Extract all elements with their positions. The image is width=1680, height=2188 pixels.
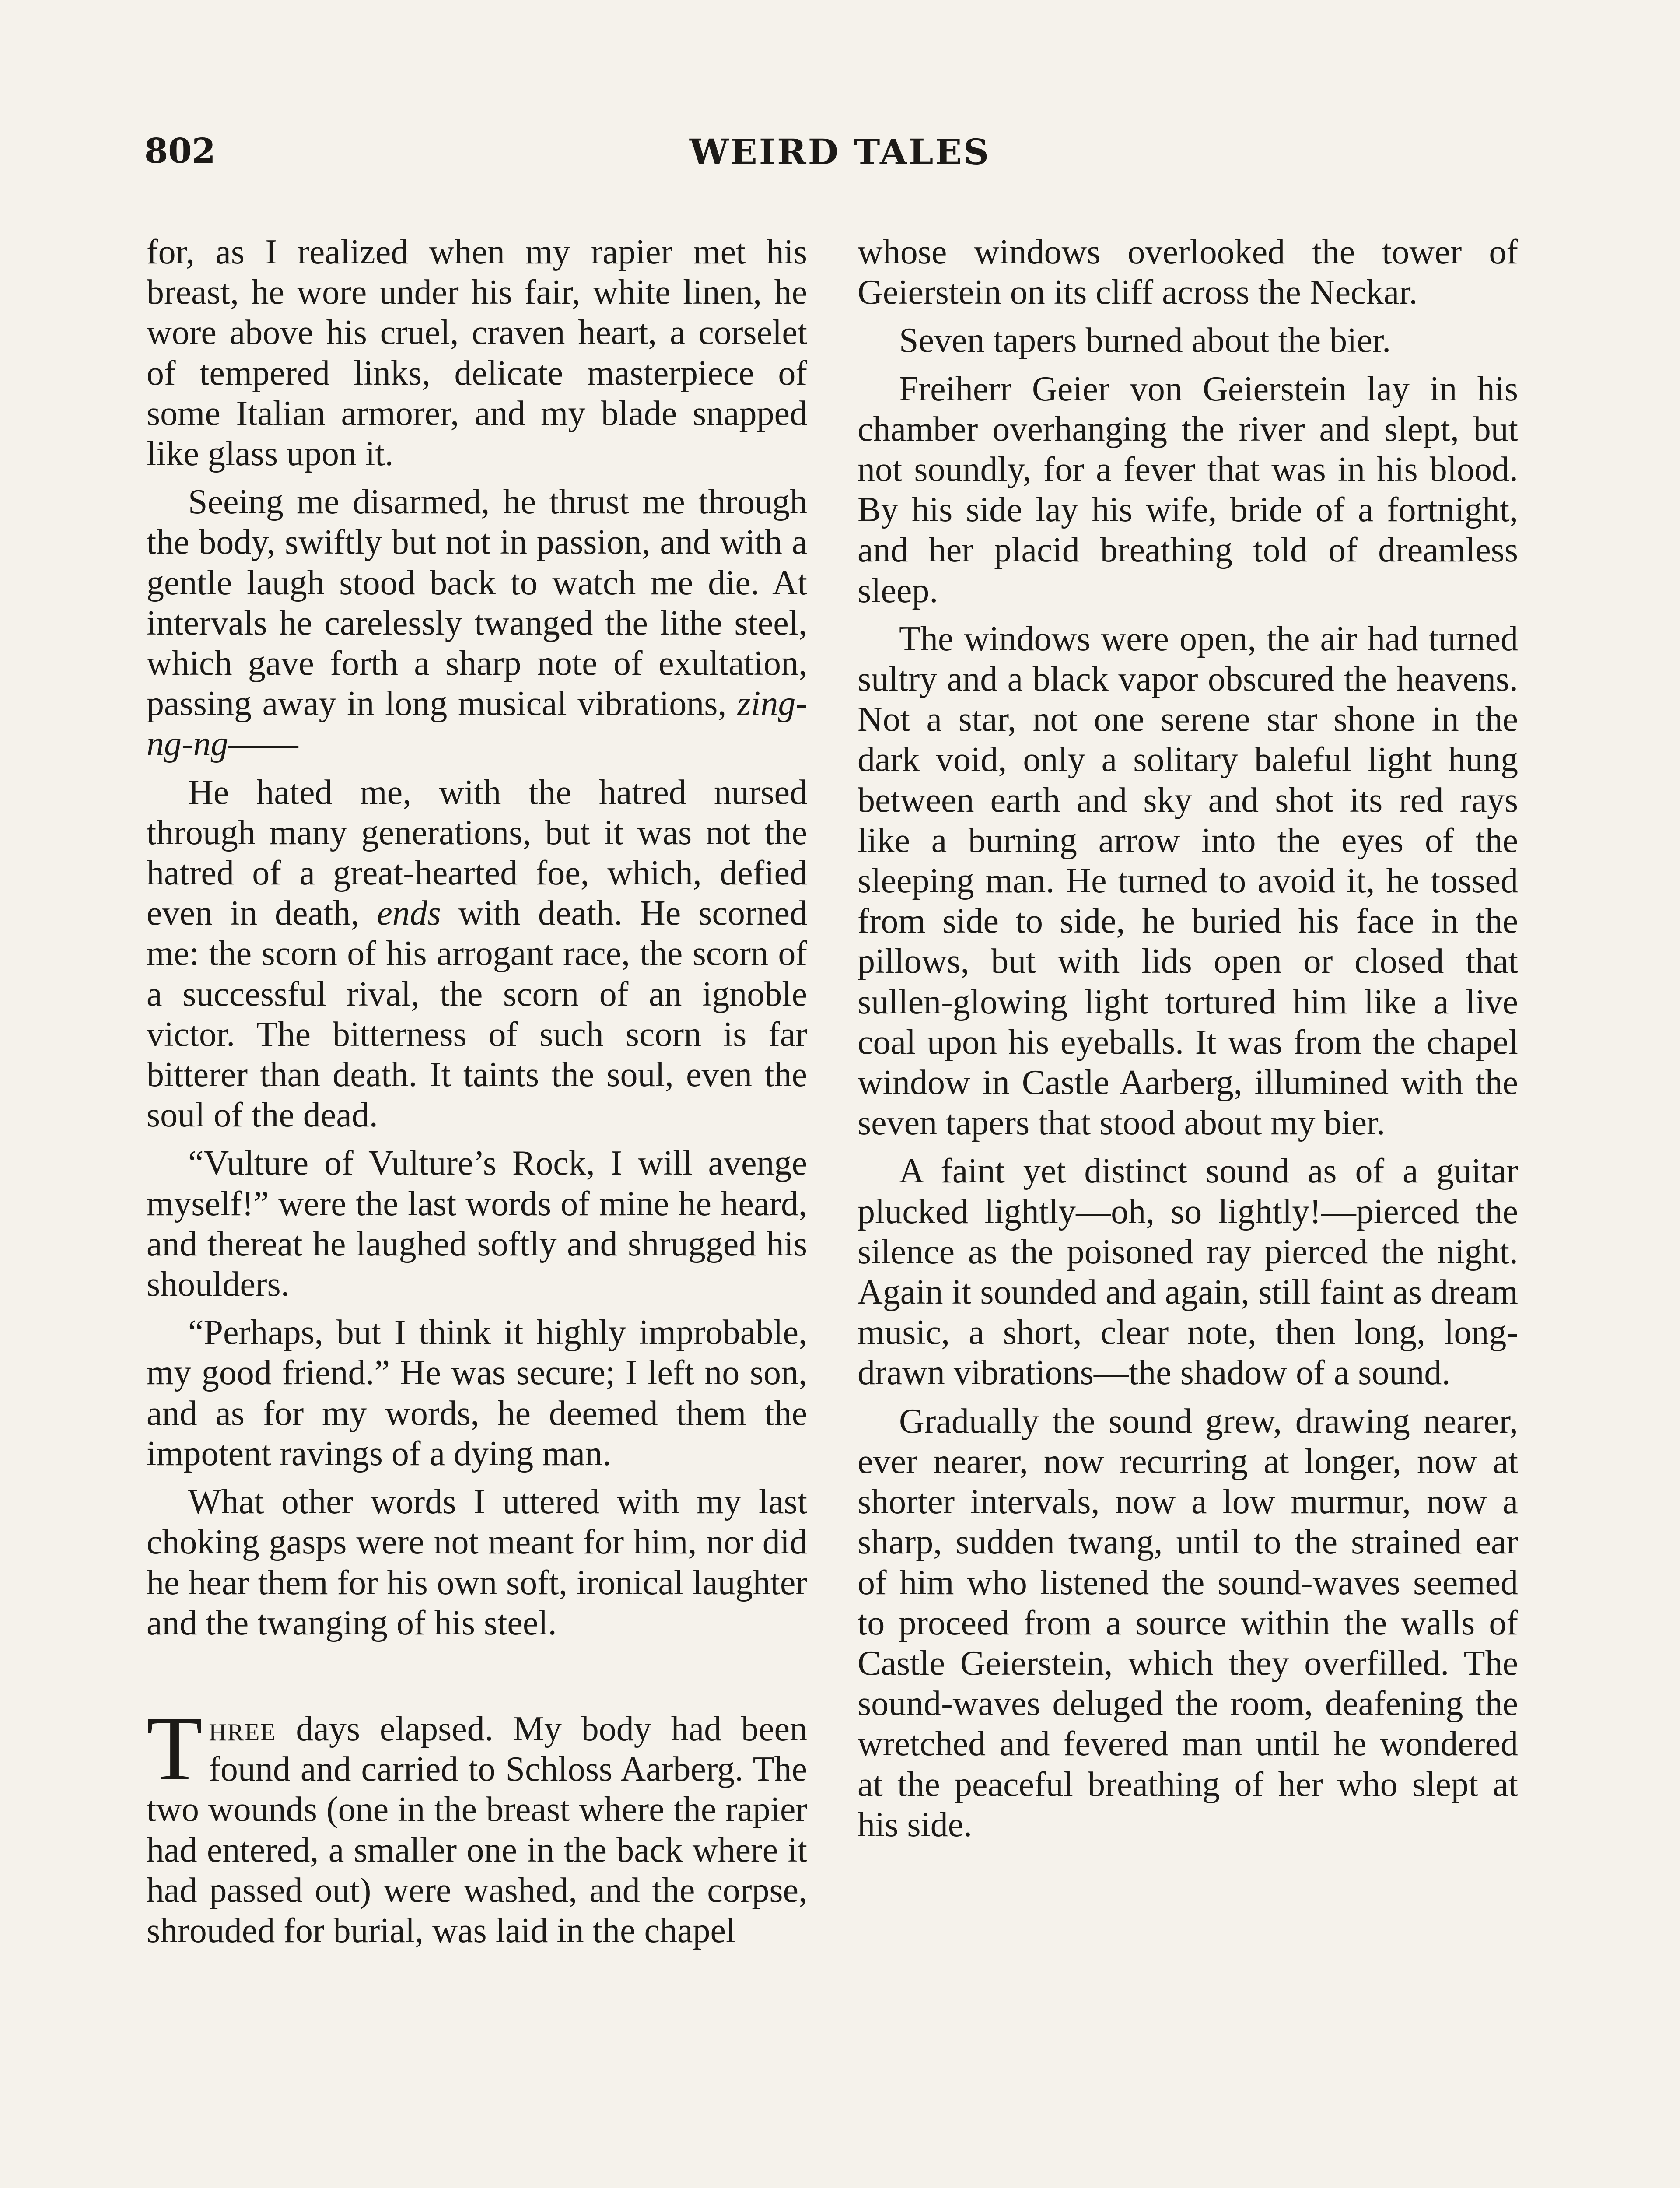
page-header — [144, 131, 1536, 193]
running-head: WEIRD TALES — [689, 131, 991, 172]
paragraph: The windows were open, the air had turned sultry and a black vapor obscured the heavens. Not a star, not one serene star shone in the dark void, only a solitary baleful light hung between earth and sky and shot its red rays like a burning arrow into the eyes of the sleeping man. He turned to avoid it, he tossed from side to side, he buried his face in the pillows, but with lids open or closed that sullen-glowing light tortured him like a live coal upon his eyeballs. It was from the chapel window in Castle Aarberg, illumined with the seven tapers that stood about my bier. — [858, 619, 1518, 1143]
drop-cap: T — [147, 1697, 203, 1799]
left-column — [147, 232, 807, 1959]
paragraph: “Perhaps, but I think it highly improbable, my good friend.” He was secure; I left no son, and as for my words, he deemed them the impotent ravings of a dying man. — [147, 1313, 807, 1473]
section-opening-paragraph — [147, 1697, 807, 1951]
paragraph — [147, 482, 807, 764]
paragraph-text: with death. He scorned me: the scorn of his arrogant race, the scorn of a successful rival, the scorn of an ignoble victor. The bitterness of such scorn is far bitterer than death. It taints the soul, even the soul of the dead. — [147, 894, 808, 1135]
paragraph-text: Seeing me disarmed, he thrust me through the body, swiftly but not in passion, and with a gentle laugh stood back to watch me die. At intervals he carelessly twanged the lithe steel, which gave forth a sharp note of exultation, passing away in long musical vibrations, — [147, 483, 807, 723]
small-caps-lead: hree — [209, 1709, 276, 1748]
paragraph: “Vulture of Vulture’s Rock, I will avenge myself!” were the last words of mine he heard, and thereat he laughed softly and shrugged his shoulders. — [147, 1144, 807, 1304]
paragraph: What other words I uttered with my last choking gasps were not meant for him, nor did he hear them for his own soft, ironical laughter and the twanging of his steel. — [147, 1483, 807, 1642]
paragraph: whose windows overlooked the tower of Geierstein on its cliff across the Neckar. — [858, 233, 1518, 312]
italic-word: ends — [377, 894, 441, 933]
page-number: 802 — [144, 131, 216, 171]
right-column — [858, 232, 1518, 1853]
paragraph: A faint yet distinct sound as of a guitar plucked lightly—oh, so lightly!—pierced the silence as the poisoned ray pierced the night. Again it sounded and again, still faint as dream music, a short, clear note, then long, long-drawn vibrations—the shadow of a sound. — [858, 1152, 1518, 1392]
em-dash: —— — [228, 725, 298, 764]
paragraph: for, as I realized when my rapier met his breast, he wore under his fair, white linen, he wore above his cruel, craven heart, a corselet of tempered links, delicate masterpiece of some Italian armorer, and my blade snapped like glass upon it. — [147, 233, 807, 473]
paragraph — [147, 772, 807, 1136]
paragraph-text: He hated me, with the hatred nursed through many generations, but it was not the hatred of a great-hearted foe, which, defied even in death, — [147, 773, 807, 933]
paragraph: Freiherr Geier von Geierstein lay in his chamber overhanging the river and slept, but not soundly, for a fever that was in his blood. By his side lay his wife, bride of a fortnight, and her placid breathing told of dreamless sleep. — [858, 369, 1518, 610]
paragraph: Gradually the sound grew, drawing nearer, ever nearer, now recurring at longer, now at shorter intervals, now a low murmur, now a sharp, sudden twang, until to the strained ear of him who listened the sound-waves seemed to proceed from a source within the walls of Castle Geierstein, which they overfilled. The sound-waves deluged the room, deafening the wretched and fevered man until he wondered at the peaceful breathing of her who slept at his side. — [858, 1402, 1518, 1844]
paragraph: Seven tapers burned about the bier. — [899, 321, 1391, 360]
paragraph-text: days elapsed. My body had been found and carried to Schloss Aarberg. The two wounds (one in the breast where the rapier had entered, a smaller one in the back where it had passed out) were washed, and the corpse, shrouded for burial, was laid in the chapel — [147, 1709, 807, 1950]
italic-sound: zing-ng-ng — [147, 684, 808, 764]
